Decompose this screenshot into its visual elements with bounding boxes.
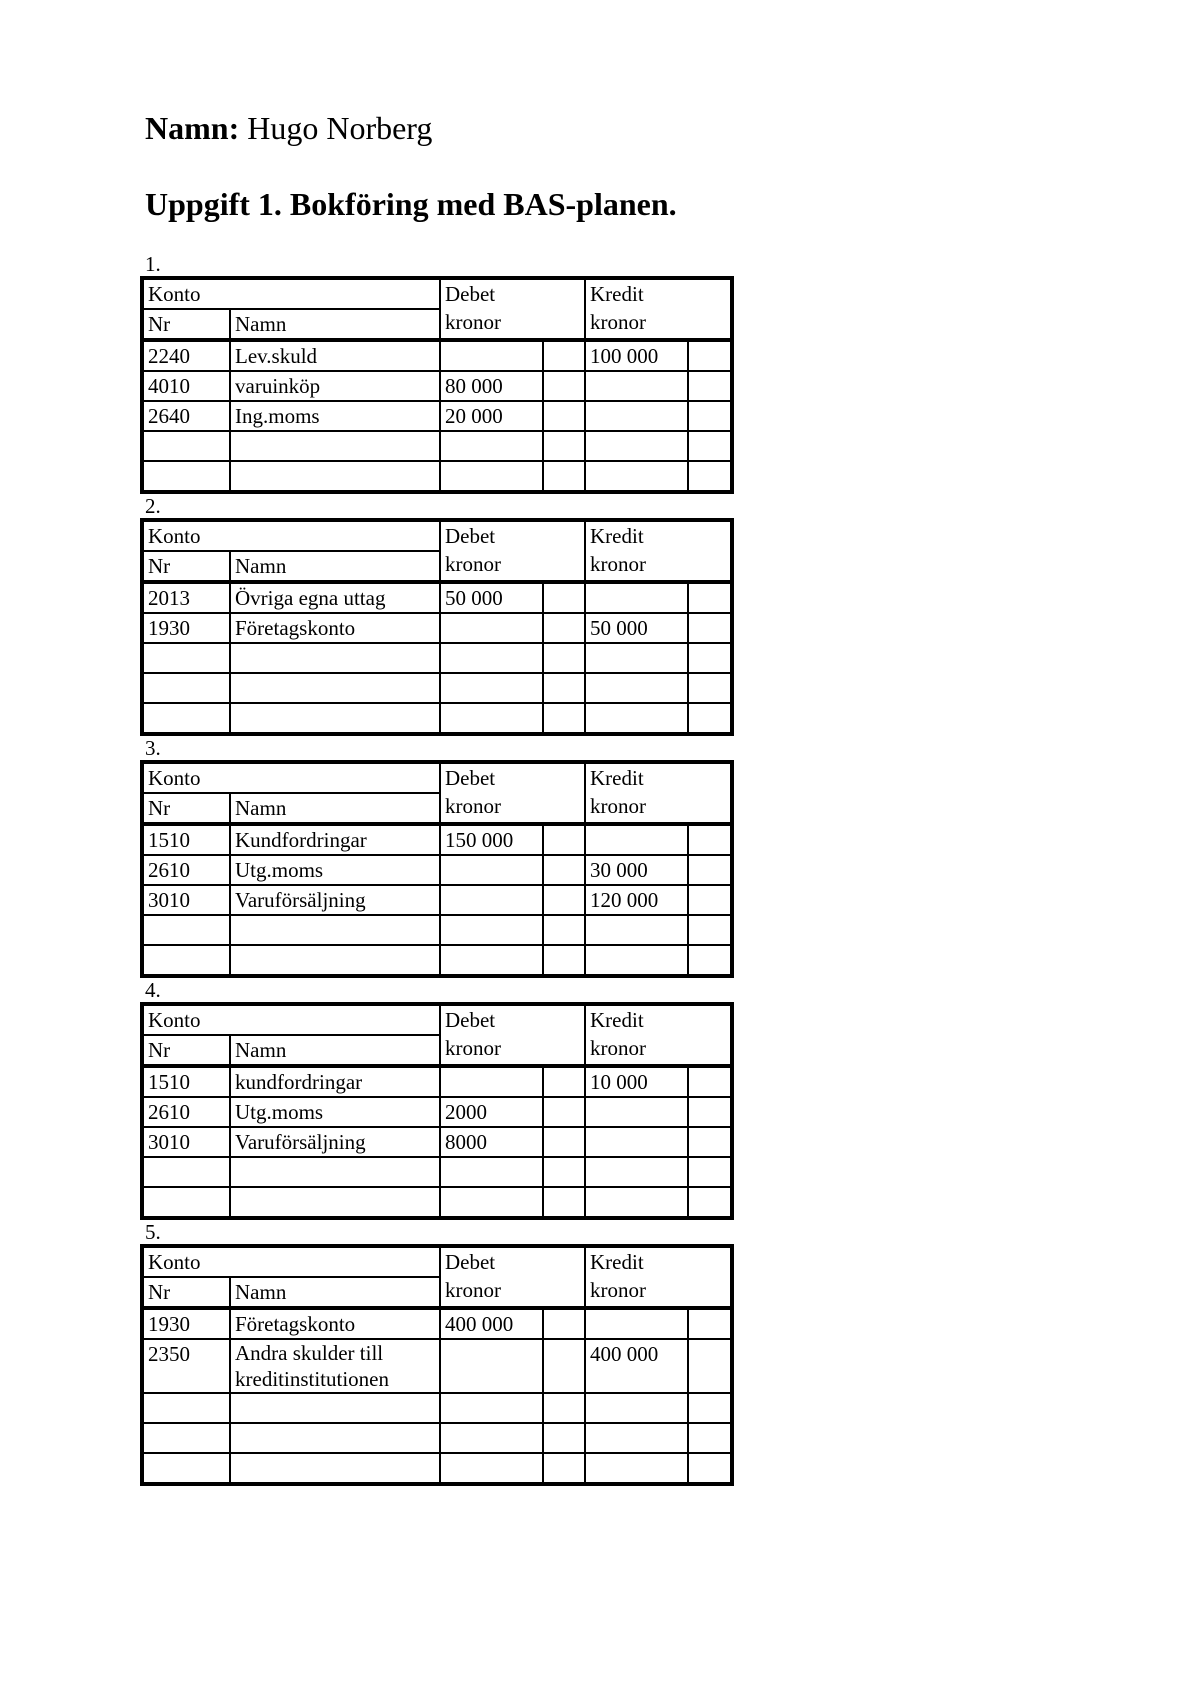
debet-amount: 400 000: [440, 1308, 543, 1339]
account-name: Andra skulder till kreditinstitutionen: [230, 1339, 440, 1393]
debet-amount: [440, 1453, 543, 1484]
account-number: [142, 1423, 230, 1453]
table-row: [142, 673, 732, 703]
debet-amount: [440, 1187, 543, 1218]
account-name: [230, 703, 440, 734]
kredit-amount: 100 000: [585, 340, 688, 371]
table-row: [142, 1157, 732, 1187]
kredit-amount: [585, 1423, 688, 1453]
kredit-label: Kredit: [590, 1250, 644, 1274]
nr-header: Nr: [142, 1035, 230, 1066]
header-row: [142, 1004, 732, 1035]
account-name: Ing.moms: [230, 401, 440, 431]
entry-number: 4.: [145, 978, 161, 1002]
debet-amount: 8000: [440, 1127, 543, 1157]
debet-amount: 20 000: [440, 401, 543, 431]
konto-header: Konto: [142, 278, 440, 309]
kredit-extra-cell: [688, 855, 732, 885]
table-row: [142, 824, 732, 855]
table-row: [142, 582, 732, 613]
debet-amount: [440, 855, 543, 885]
kredit-label: Kredit: [590, 1008, 644, 1032]
account-name: varuinköp: [230, 371, 440, 401]
kredit-amount: 120 000: [585, 885, 688, 915]
account-name: [230, 915, 440, 945]
ledger-table: [140, 276, 734, 494]
konto-header: Konto: [142, 1246, 440, 1277]
entry-number: 3.: [145, 736, 161, 760]
table-row: [142, 431, 732, 461]
account-name: Kundfordringar: [230, 824, 440, 855]
kredit-extra-cell: [688, 461, 732, 492]
student-name: Hugo Norberg: [247, 110, 433, 146]
kredit-amount: [585, 824, 688, 855]
header-row: [142, 520, 732, 551]
kredit-amount: 400 000: [585, 1339, 688, 1393]
account-number: 1510: [142, 1066, 230, 1097]
debet-extra-cell: [543, 703, 585, 734]
table-row: [142, 401, 732, 431]
kredit-amount: 10 000: [585, 1066, 688, 1097]
account-number: 3010: [142, 885, 230, 915]
account-name: Övriga egna uttag: [230, 582, 440, 613]
table-row: [142, 703, 732, 734]
debet-extra-cell: [543, 945, 585, 976]
account-name: Lev.skuld: [230, 340, 440, 371]
debet-amount: 2000: [440, 1097, 543, 1127]
account-name: [230, 673, 440, 703]
kredit-header: [585, 278, 732, 340]
debet-amount: 80 000: [440, 371, 543, 401]
debet-label: Debet: [445, 282, 496, 306]
name-line: [145, 108, 432, 148]
debet-amount: [440, 915, 543, 945]
table-row: [142, 1453, 732, 1484]
ledger-table: [140, 760, 734, 978]
kredit-extra-cell: [688, 1308, 732, 1339]
table-row: [142, 1066, 732, 1097]
account-number: 1930: [142, 613, 230, 643]
name-label: Namn:: [145, 110, 240, 146]
journal-entry: [140, 736, 730, 978]
table-row: [142, 371, 732, 401]
debet-extra-cell: [543, 1308, 585, 1339]
account-number: 3010: [142, 1127, 230, 1157]
kredit-amount: 30 000: [585, 855, 688, 885]
account-name: [230, 945, 440, 976]
account-name: Utg.moms: [230, 855, 440, 885]
kredit-amount: [585, 1097, 688, 1127]
debet-amount: [440, 1393, 543, 1423]
debet-extra-cell: [543, 613, 585, 643]
account-name: [230, 431, 440, 461]
account-name: [230, 1393, 440, 1423]
table-row: [142, 1097, 732, 1127]
nr-header: Nr: [142, 551, 230, 582]
kredit-extra-cell: [688, 371, 732, 401]
namn-header: Namn: [230, 1277, 440, 1308]
kredit-amount: [585, 703, 688, 734]
kredit-amount: [585, 1308, 688, 1339]
account-number: [142, 673, 230, 703]
debet-amount: [440, 431, 543, 461]
debet-amount: [440, 1423, 543, 1453]
kredit-amount: [585, 371, 688, 401]
account-name: Varuförsäljning: [230, 885, 440, 915]
debet-extra-cell: [543, 915, 585, 945]
debet-unit-label: kronor: [445, 310, 501, 334]
kredit-amount: [585, 431, 688, 461]
entry-number: 1.: [145, 252, 161, 276]
header-row: [142, 1246, 732, 1277]
table-row: [142, 1308, 732, 1339]
debet-amount: [440, 703, 543, 734]
debet-extra-cell: [543, 1453, 585, 1484]
kredit-extra-cell: [688, 1339, 732, 1393]
debet-extra-cell: [543, 1393, 585, 1423]
namn-header: Namn: [230, 551, 440, 582]
debet-header: [440, 278, 585, 340]
debet-extra-cell: [543, 855, 585, 885]
debet-label: Debet: [445, 766, 496, 790]
account-name: [230, 1423, 440, 1453]
account-number: [142, 643, 230, 673]
debet-label: Debet: [445, 1008, 496, 1032]
debet-extra-cell: [543, 1187, 585, 1218]
account-number: [142, 1187, 230, 1218]
debet-extra-cell: [543, 885, 585, 915]
debet-unit-label: kronor: [445, 794, 501, 818]
assignment-title: Uppgift 1. Bokföring med BAS-planen.: [145, 186, 677, 222]
kredit-amount: [585, 1453, 688, 1484]
kredit-amount: [585, 945, 688, 976]
kredit-extra-cell: [688, 613, 732, 643]
kredit-extra-cell: [688, 673, 732, 703]
kredit-label: Kredit: [590, 524, 644, 548]
debet-amount: [440, 673, 543, 703]
kredit-extra-cell: [688, 945, 732, 976]
account-number: [142, 431, 230, 461]
konto-header: Konto: [142, 1004, 440, 1035]
debet-header: [440, 1004, 585, 1066]
account-number: [142, 945, 230, 976]
kredit-amount: [585, 582, 688, 613]
nr-header: Nr: [142, 309, 230, 340]
debet-amount: [440, 461, 543, 492]
header-row: [142, 278, 732, 309]
account-number: [142, 915, 230, 945]
kredit-amount: [585, 461, 688, 492]
kredit-amount: [585, 1393, 688, 1423]
account-name: kundfordringar: [230, 1066, 440, 1097]
table-row: [142, 1127, 732, 1157]
debet-extra-cell: [543, 1097, 585, 1127]
debet-amount: 50 000: [440, 582, 543, 613]
nr-header: Nr: [142, 793, 230, 824]
table-row: [142, 885, 732, 915]
namn-header: Namn: [230, 793, 440, 824]
journal-entry: [140, 1220, 730, 1486]
entry-number: 2.: [145, 494, 161, 518]
kredit-extra-cell: [688, 1453, 732, 1484]
debet-extra-cell: [543, 401, 585, 431]
account-number: 2640: [142, 401, 230, 431]
debet-extra-cell: [543, 340, 585, 371]
debet-label: Debet: [445, 524, 496, 548]
debet-extra-cell: [543, 1423, 585, 1453]
debet-extra-cell: [543, 1066, 585, 1097]
debet-amount: 150 000: [440, 824, 543, 855]
kredit-extra-cell: [688, 915, 732, 945]
debet-header: [440, 762, 585, 824]
debet-amount: [440, 945, 543, 976]
debet-amount: [440, 340, 543, 371]
kredit-extra-cell: [688, 1393, 732, 1423]
debet-label: Debet: [445, 1250, 496, 1274]
debet-extra-cell: [543, 371, 585, 401]
account-number: [142, 1453, 230, 1484]
kredit-unit-label: kronor: [590, 794, 646, 818]
kredit-amount: [585, 1127, 688, 1157]
kredit-label: Kredit: [590, 766, 644, 790]
debet-extra-cell: [543, 1127, 585, 1157]
kredit-extra-cell: [688, 885, 732, 915]
kredit-extra-cell: [688, 1127, 732, 1157]
kredit-extra-cell: [688, 1097, 732, 1127]
debet-amount: [440, 885, 543, 915]
kredit-extra-cell: [688, 1423, 732, 1453]
debet-extra-cell: [543, 824, 585, 855]
table-row: [142, 1393, 732, 1423]
account-number: [142, 1157, 230, 1187]
account-number: [142, 1393, 230, 1423]
debet-extra-cell: [543, 1339, 585, 1393]
account-number: 4010: [142, 371, 230, 401]
account-number: 2610: [142, 1097, 230, 1127]
account-number: 1930: [142, 1308, 230, 1339]
kredit-amount: [585, 1157, 688, 1187]
account-name: [230, 643, 440, 673]
header-row: [142, 762, 732, 793]
account-name: [230, 1187, 440, 1218]
namn-header: Namn: [230, 309, 440, 340]
account-name: Företagskonto: [230, 1308, 440, 1339]
account-number: 2350: [142, 1339, 230, 1393]
konto-header: Konto: [142, 520, 440, 551]
debet-extra-cell: [543, 461, 585, 492]
account-number: [142, 461, 230, 492]
debet-extra-cell: [543, 431, 585, 461]
table-row: [142, 1423, 732, 1453]
kredit-extra-cell: [688, 703, 732, 734]
account-name: [230, 1453, 440, 1484]
account-number: 2240: [142, 340, 230, 371]
debet-amount: [440, 1339, 543, 1393]
debet-amount: [440, 1066, 543, 1097]
kredit-extra-cell: [688, 824, 732, 855]
kredit-extra-cell: [688, 431, 732, 461]
debet-header: [440, 520, 585, 582]
account-name: Utg.moms: [230, 1097, 440, 1127]
kredit-amount: [585, 643, 688, 673]
kredit-extra-cell: [688, 582, 732, 613]
entry-number: 5.: [145, 1220, 161, 1244]
account-number: [142, 703, 230, 734]
kredit-extra-cell: [688, 643, 732, 673]
account-name: Varuförsäljning: [230, 1127, 440, 1157]
table-row: [142, 461, 732, 492]
table-row: [142, 643, 732, 673]
kredit-amount: [585, 401, 688, 431]
ledger-table: [140, 1244, 734, 1486]
konto-header: Konto: [142, 762, 440, 793]
nr-header: Nr: [142, 1277, 230, 1308]
account-name: Företagskonto: [230, 613, 440, 643]
namn-header: Namn: [230, 1035, 440, 1066]
debet-amount: [440, 613, 543, 643]
debet-unit-label: kronor: [445, 552, 501, 576]
kredit-amount: 50 000: [585, 613, 688, 643]
kredit-extra-cell: [688, 1066, 732, 1097]
kredit-unit-label: kronor: [590, 552, 646, 576]
debet-extra-cell: [543, 673, 585, 703]
kredit-amount: [585, 1187, 688, 1218]
kredit-header: [585, 520, 732, 582]
kredit-unit-label: kronor: [590, 310, 646, 334]
kredit-extra-cell: [688, 340, 732, 371]
ledger-table: [140, 1002, 734, 1220]
kredit-header: [585, 1004, 732, 1066]
table-row: [142, 1339, 732, 1393]
account-name: [230, 461, 440, 492]
debet-header: [440, 1246, 585, 1308]
debet-unit-label: kronor: [445, 1278, 501, 1302]
debet-unit-label: kronor: [445, 1036, 501, 1060]
account-number: 1510: [142, 824, 230, 855]
kredit-header: [585, 1246, 732, 1308]
table-row: [142, 1187, 732, 1218]
kredit-extra-cell: [688, 1187, 732, 1218]
debet-extra-cell: [543, 582, 585, 613]
kredit-unit-label: kronor: [590, 1036, 646, 1060]
kredit-extra-cell: [688, 401, 732, 431]
table-row: [142, 855, 732, 885]
table-row: [142, 915, 732, 945]
debet-extra-cell: [543, 1157, 585, 1187]
kredit-amount: [585, 915, 688, 945]
table-row: [142, 613, 732, 643]
kredit-label: Kredit: [590, 282, 644, 306]
debet-amount: [440, 643, 543, 673]
table-row: [142, 340, 732, 371]
kredit-header: [585, 762, 732, 824]
ledger-table: [140, 518, 734, 736]
kredit-extra-cell: [688, 1157, 732, 1187]
journal-entry: [140, 494, 730, 736]
table-row: [142, 945, 732, 976]
debet-extra-cell: [543, 643, 585, 673]
debet-amount: [440, 1157, 543, 1187]
account-number: 2013: [142, 582, 230, 613]
journal-entry: [140, 978, 730, 1220]
account-number: 2610: [142, 855, 230, 885]
account-name: [230, 1157, 440, 1187]
kredit-unit-label: kronor: [590, 1278, 646, 1302]
journal-entry: [140, 252, 730, 494]
kredit-amount: [585, 673, 688, 703]
